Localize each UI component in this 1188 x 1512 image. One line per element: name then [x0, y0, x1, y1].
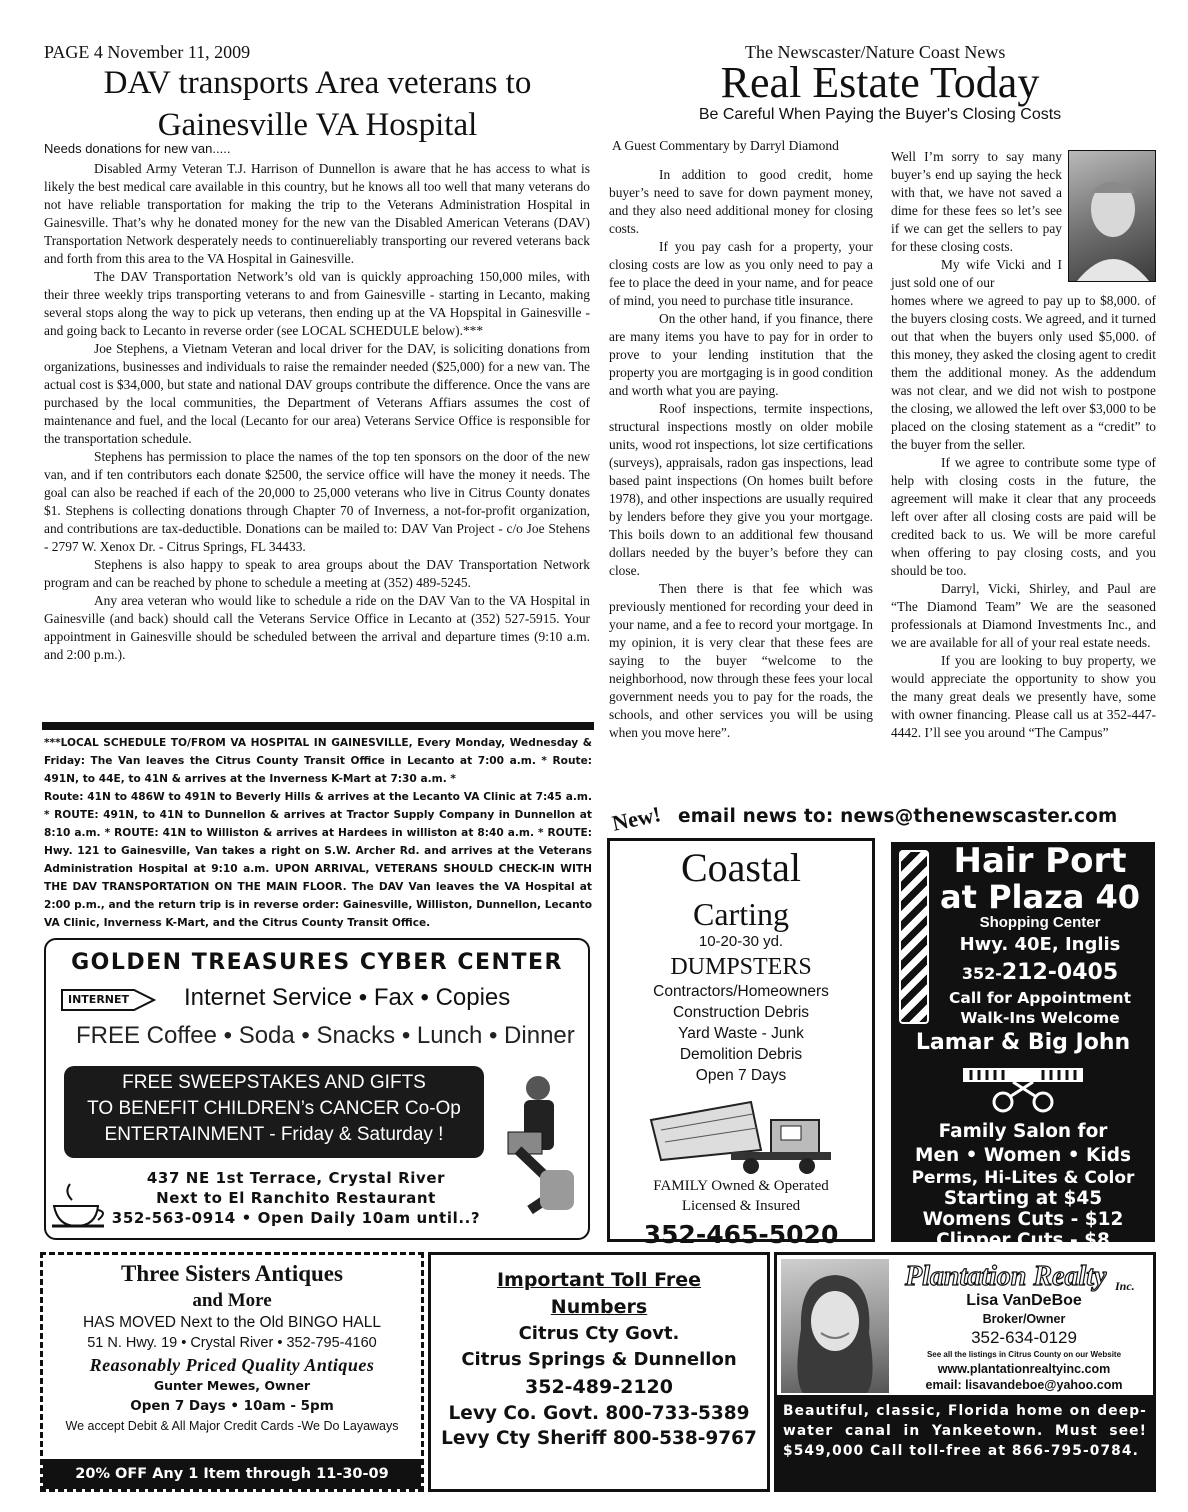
toll-free-numbers-ad [428, 1252, 770, 1492]
agent-info [895, 1291, 1153, 1393]
internet-badge-label: INTERNET [68, 993, 130, 1006]
agent-listings-note: See all the listings in Citrus County on our Website [926, 1350, 1122, 1359]
antiques-and-more: and More [192, 1290, 272, 1311]
golden-treasures-name: GOLDEN TREASURES CYBER CENTER [71, 950, 563, 975]
dav-kicker: Needs donations for new van..... [44, 141, 231, 156]
sweepstakes-line3: ENTERTAINMENT - Friday & Saturday ! [104, 1124, 444, 1145]
toll-free-title: Important Toll Free [496, 1269, 702, 1291]
dav-paragraph: Stephens is also happy to speak to area groups about the DAV Transportation Network program and can be reached by phone to schedule a meeting at (352) 489-5245. [44, 557, 590, 590]
golden-treasures-ad [44, 938, 590, 1240]
schedule-part2: Route: 41N to 486W to 491N to Beverly Hills & arrives at the Lecanto VA Clinic at 7:45 a.m. * ROUTE: 491N, to 41N to Dunnellon & arrives at Tractor Supply Company in Dunnellon at 8:10 a.m. * ROUTE: 41N to Williston & arrives at Hardees in williston at 8:40 a.m. * ROUTE: Hwy. 121 to Gainesville, Van takes a right on S.W. Archer Rd. and arrives at the Veterans Administration Hospital at 9:10 a.m. UPON ARRIVAL, VETERANS SHOULD CHECK-IN WITH THE DAV TRANSPORTATION ON THE MAIN FLOOR. The DAV Van leaves the VA Hospital at 2:00 p.m., and the return trip is in reverse order: Gainesville, Williston, Dunnellon, Lecanto VA Clinic, Inverness K-Mart, and the Citrus County Transit Office. [44, 791, 592, 929]
realestate-paragraph: On the other hand, if you finance, there are many items you have to pay for in order to prove to your lending institution that the property you are mortgaging is in good condition and worth what you are paying. [609, 311, 873, 398]
three-sisters-antiques-ad [40, 1252, 424, 1492]
coastal-services [610, 981, 872, 1086]
waterfront-listing: Beautiful, classic, Florida home on deep-water canal in Yankeetown. Must see! $549,000 Call toll-free at 866-795-0784. [777, 1395, 1153, 1489]
coastal-service: Construction Debris [672, 1004, 810, 1021]
dav-paragraph: Disabled Army Veteran T.J. Harrison of Dunnellon is aware that he has access to what is likely the best medical care available in this country, but he knows all too well that many veterans do not have reliable transportation for making the trip to the Veterans Administration Hospital in Gainesville. That’s why he donated money for the new van the Disabled American Veterans (DAV) Transportation Network desperately needs to continuereliably transporting our revered veterans back and forth from this area to the VA Hospital in Gainesville. [44, 161, 590, 266]
hair-port-service: Clipper Cuts - $8 [936, 1230, 1110, 1251]
hair-port-service: Perms, Hi-Lites & Color [911, 1168, 1135, 1188]
realestate-column-2 [891, 148, 1156, 742]
toll-free-line: Citrus Cty Govt. [518, 1323, 680, 1344]
hair-port-service: Starting at $45 [943, 1188, 1103, 1209]
page-folio: PAGE 4 November 11, 2009 [44, 42, 251, 62]
hair-port-ad [891, 841, 1155, 1251]
plantation-realty-logo: Plantation Realty [905, 1261, 1107, 1292]
golden-phone-hours: 352-563-0914 • Open Daily 10am until..? [111, 1209, 481, 1227]
toll-free-title-2: Numbers [550, 1296, 648, 1318]
coffee-cup-icon [50, 1180, 110, 1235]
hair-port-walkins: Walk-Ins Welcome [960, 1009, 1120, 1027]
hair-port-service: Womens Cuts - $12 [922, 1209, 1124, 1230]
dumpster-sizes: 10-20-30 yd. [698, 933, 784, 950]
email-news-banner: email news to: news@thenewscaster.com [678, 806, 1118, 827]
coastal-carting-ad [607, 838, 875, 1249]
coastal-name: Coastal [681, 845, 801, 890]
hair-port-service: Men • Women • Kids [915, 1145, 1131, 1166]
sweepstakes-line2: TO BENEFIT CHILDREN’s CANCER Co-Op [87, 1098, 461, 1119]
realestate-subtitle: Be Careful When Paying the Buyer's Closing Costs [698, 106, 1062, 123]
agent-email: email: lisavandeboe@yahoo.com [925, 1378, 1123, 1392]
author-photo [1068, 150, 1156, 282]
realestate-paragraph: If you are looking to buy property, we would appreciate the opportunity to show you the many great deals we presently have, some with owner financing. Please call us at 352-447-4442. I’ll see you around “The Campus” [891, 653, 1156, 740]
coastal-service: Open 7 Days [695, 1067, 787, 1084]
hair-port-title: Hair Port [953, 841, 1127, 881]
hair-port-address: Hwy. 40E, Inglis [959, 934, 1121, 955]
coastal-service: Yard Waste - Junk [678, 1025, 804, 1042]
man-laptop-icon [500, 1070, 580, 1220]
dav-paragraph: The DAV Transportation Network’s old van is quickly approaching 150,000 miles, with their three weekly trips transporting veterans to and from Gainesville - starting in Lecanto, making several stops along the way to pick up veterans, then ending up at the VA Hopspital in Gainesville - and going back to Lecanto in reverse order (see LOCAL SCHEDULE below).*** [44, 269, 590, 338]
coastal-phone: 352-465-5020 [643, 1220, 839, 1249]
realestate-byline: A Guest Commentary by Darryl Diamond [612, 138, 839, 153]
coastal-service: Demolition Debris [679, 1046, 803, 1063]
dav-paragraph: Stephens has permission to place the names of the top ten sponsors on the door of the new van, and if ten contributors each donate $2500, the service office will have the money it needs. The goal can also be reached if each of the 20,000 to 25,000 veterans who live in Citrus County donates $1. Stephens is collecting donations through Chapter 70 of Inverness, a not-for-profit organization, and contributions are tax-deductible. Donations can be mailed to: DAV Van Project - c/o Joe Stehens - 2797 W. Xenox Dr. - Citrus Springs, FL 34433. [44, 449, 590, 554]
coastal-owned: FAMILY Owned & Operated [653, 1178, 829, 1194]
realestate-paragraph: homes where we agreed to pay up to $8,000. of the buyers closing costs. We agreed, and it turned out that when the buyers only used $5,000. of this money, they asked the closing agent to credit them the additional money. As the addendum was not clear, and we did not wish to postpone the closing, we allowed the left over $3,000 to be placed on the closing statement as a “credit” to the buyer from the seller. [891, 293, 1156, 452]
hair-port-phone-line [891, 959, 1155, 988]
dav-paragraph: Any area veteran who would like to schedule a ride on the DAV Van to the VA Hospital in Gainesville (and back) should call the Veterans Service Office in Lecanto at (352) 527-5915. Your appointment in Gainesville should be scheduled between the arrival and departure times (9:10 a.m. and 2:00 p.m.). [44, 593, 590, 662]
hair-port-phone: 212-0405 [1001, 960, 1119, 985]
dav-headline [40, 62, 595, 146]
antiques-payment: We accept Debit & All Major Credit Cards -We Do Layaways [65, 1419, 399, 1433]
carting-name: Carting [693, 896, 789, 932]
antiques-moved: HAS MOVED Next to the Old BINGO HALL [82, 1314, 382, 1331]
toll-free-line: 352-489-2120 [525, 1376, 673, 1398]
golden-services: Internet Service • Fax • Copies [184, 984, 511, 1011]
toll-free-line: Levy Co. Govt. 800-733-5389 [448, 1403, 750, 1424]
agent-name: Lisa VanDeBoe [966, 1292, 1082, 1309]
clippers-icon [933, 1062, 1113, 1118]
hair-port-appointment: Call for Appointment [949, 989, 1131, 1007]
agent-photo-figure [781, 1259, 889, 1393]
barber-pole-icon [899, 850, 929, 1024]
internet-badge [60, 986, 156, 1019]
dav-headline-line2: Gainesville VA Hospital [157, 107, 478, 143]
dav-paragraph: Joe Stephens, a Vietnam Veteran and local driver for the DAV, is soliciting donations from organizations, businesses and individuals to raise the remainder needed ($25,000) for a new van. The actual cost is $34,000, but state and national DAV groups contribute the difference. Once the vans are purchased by the local communities, the Department of Veterans Affiars assumes the cost of maintenance and fuel, and the local (Lecanto for our area) Veterans Service Office is responsible for the transportation schedule. [44, 341, 590, 446]
golden-location: Next to El Ranchito Restaurant [156, 1189, 436, 1207]
publication-name: The Newscaster/Nature Coast News [745, 42, 1006, 62]
hair-port-area-code: 352- [961, 964, 1002, 983]
plantation-inc: Inc. [1115, 1279, 1135, 1293]
dav-story [44, 160, 590, 664]
clippers-illustration [891, 1062, 1155, 1120]
truck-icon [631, 1090, 851, 1176]
hair-port-plaza: at Plaza 40 [940, 878, 1140, 916]
hair-port-service: Family Salon for [938, 1121, 1108, 1142]
golden-free-offers: FREE Coffee • Soda • Snacks • Lunch • Dinner [76, 1022, 575, 1049]
antiques-owner: Gunter Mewes, Owner [153, 1378, 311, 1393]
realestate-paragraph: If you pay cash for a property, your closing costs are low as you only need to pay a fee to place the deed in your name, and for peace of mind, you need to purchase title insurance. [609, 239, 873, 308]
hair-port-shopping-center: Shopping Center [979, 914, 1101, 931]
realestate-title: Real Estate Today [720, 58, 1040, 107]
schedule-rule [42, 722, 594, 730]
realestate-paragraph: Roof inspections, termite inspections, structural inspections mostly on older mobile units, wood rot inspections, lot size certifications (surveys), appraisals, radon gas inspections, lead based paint inspections (On homes built before 1978), and other inspections are usually required by lenders before they give you your mortgage. This boils down to an additional few thousand dollars needed by the buyer’s before they can close. [609, 401, 873, 578]
antiques-address: 51 N. Hwy. 19 • Crystal River • 352-795-4160 [87, 1335, 377, 1351]
local-schedule [44, 734, 592, 932]
antiques-name: Three Sisters Antiques [121, 1261, 343, 1286]
golden-address-block [106, 1168, 486, 1228]
realestate-paragraph: Darryl, Vicki, Shirley, and Paul are “The Diamond Team” We are the seasoned professionals at Diamond Investments Inc., and we are available for all of your real estate needs. [891, 581, 1156, 650]
man-at-laptop-illustration [500, 1070, 580, 1225]
coastal-service: Contractors/Homeowners [653, 983, 829, 1000]
hair-port-barbers: Lamar & Big John [915, 1030, 1131, 1055]
dav-headline-line1: DAV transports Area veterans to [103, 65, 532, 101]
antiques-offer: 20% OFF Any 1 Item through 11-30-09 [43, 1459, 421, 1489]
agent-phone: 352-634-0129 [971, 1328, 1077, 1347]
hair-port-services [891, 1120, 1155, 1252]
agent-photo [781, 1259, 889, 1393]
antiques-hours: Open 7 Days • 10am - 5pm [130, 1398, 334, 1414]
realestate-column-1 [609, 166, 873, 742]
realestate-paragraph: Well I’m sorry to say many buyer’s end up saying the heck with that, we have not saved a dime for these fees so let’s see if we can get the sellers to pay for these closing costs. [891, 149, 1062, 254]
realestate-paragraph: My wife Vicki and I just sold one of our [891, 257, 1062, 290]
schedule-part1: ***LOCAL SCHEDULE TO/FROM VA HOSPITAL IN GAINESVILLE, Every Monday, Wednesday & Friday: The Van leaves the Citrus County Transit Office in Lecanto at 7:00 a.m. * Route: 491N, to 44E, to 41N & arrives at the Inverness K-Mart at 7:30 a.m. * [44, 737, 592, 785]
plantation-realty-ad [774, 1252, 1156, 1492]
realestate-paragraph: If we agree to contribute some type of help with closing costs in the future, the agreement will make it clear that any proceeds left over after all closing costs are paid will be credited back to us. We will be more careful when offering to pay closing costs, and you should be too. [891, 455, 1156, 578]
author-photo-figure [1069, 151, 1155, 281]
toll-free-line: Levy Cty Sheriff 800-538-9767 [441, 1428, 757, 1449]
realestate-paragraph: Then there is that fee which was previously mentioned for recording your deed in your name, and a fee to record your mortgage. In my opinion, it is very clear that these fees are saying to the buyer “welcome to the neighborhood, now through these fees your local government needs you to pay for the roads, the schools, and other services you will be using when you move here”. [609, 581, 873, 740]
antiques-tagline: Reasonably Priced Quality Antiques [89, 1355, 375, 1375]
dumpsters-heading: DUMPSTERS [670, 954, 812, 980]
toll-free-line: Citrus Springs & Dunnellon [461, 1349, 737, 1370]
realestate-paragraph: In addition to good credit, home buyer’s need to save for down payment money, and they also need additional money for closing costs. [609, 167, 873, 236]
agent-role: Broker/Owner [982, 1312, 1066, 1326]
agent-website: www.plantationrealtyinc.com [937, 1362, 1111, 1376]
sweepstakes-box [64, 1066, 484, 1158]
dumpster-truck-illustration [610, 1090, 872, 1176]
sweepstakes-line1: FREE SWEEPSTAKES AND GIFTS [122, 1072, 426, 1093]
golden-address: 437 NE 1st Terrace, Crystal River [146, 1169, 446, 1187]
new-badge: New! [609, 801, 663, 836]
coastal-licensed: Licensed & Insured [681, 1198, 801, 1214]
